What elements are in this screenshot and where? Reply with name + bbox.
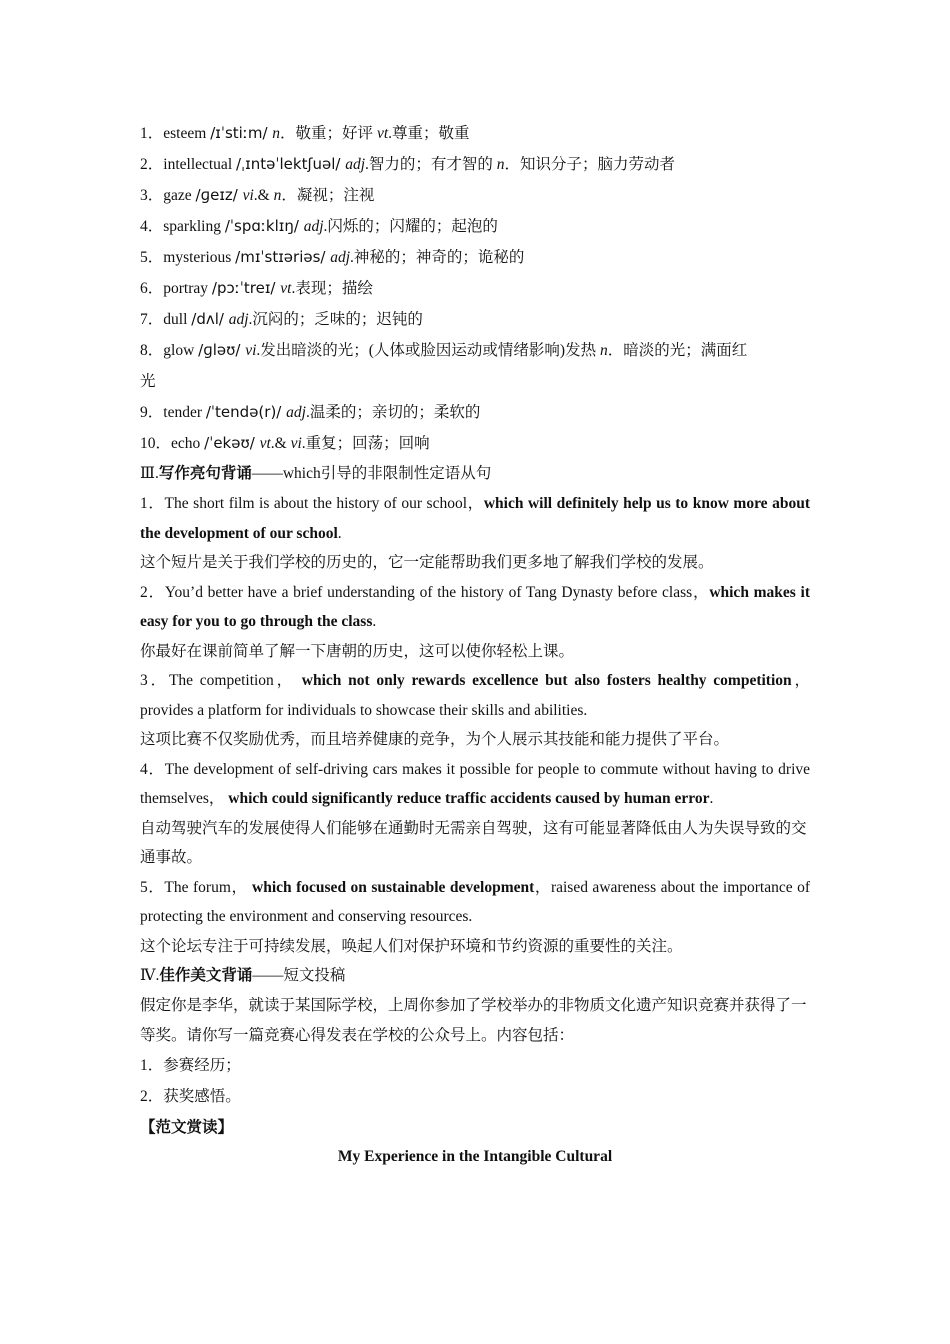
prompt-item: 1．参赛经历； xyxy=(140,1057,241,1074)
example-translation: 你最好在课前简单了解一下唐朝的历史，这可以使你轻松上课。 xyxy=(140,642,575,660)
vocab-item: 2．intellectual /ˌɪntəˈlektʃuəl/ adj.智力的；有才智的 n．知识分子；脑力劳动者 xyxy=(140,155,676,173)
example-translation: 这个短片是关于我们学校的历史的，它一定能帮助我们更多地了解我们学校的发展。 xyxy=(140,554,714,571)
vocab-item: 3．gaze /ɡeɪz/ vi.& n．凝视；注视 xyxy=(140,186,375,204)
vocab-item: 8．glow /ɡləʊ/ vi.发出暗淡的光；(人体或脸因运动或情绪影响)发热 n．暗淡的光；满面红 xyxy=(140,341,748,359)
vocab-item: 7．dull /dʌl/ adj.沉闷的；乏味的；迟钝的 xyxy=(140,310,423,328)
writing-prompt: 假定你是李华，就读于某国际学校，上周你参加了学校举办的非物质文化遗产知识竞赛并获得了一等奖。请你写一篇竞赛心得发表在学校的公众号上。内容包括： xyxy=(140,997,807,1044)
example-translation: 自动驾驶汽车的发展使得人们能够在通勤时无需亲自驾驶，这有可能显著降低由人为失误导致的交通事故。 xyxy=(140,819,807,866)
vocab-item-continuation: 光 xyxy=(140,373,156,390)
model-label: 【范文赏读】 xyxy=(140,1119,234,1136)
vocab-item: 10．echo /ˈekəʊ/ vt.& vi.重复；回荡；回响 xyxy=(140,434,430,452)
prompt-item: 2．获奖感悟。 xyxy=(140,1088,241,1105)
essay-title: My Experience in the Intangible Cultural xyxy=(337,1148,613,1165)
example-translation: 这项比赛不仅奖励优秀，而且培养健康的竞争，为个人展示其技能和能力提供了平台。 xyxy=(140,731,730,748)
vocab-item: 1．esteem /ɪˈstiːm/ n．敬重；好评 vt.尊重；敬重 xyxy=(140,124,470,142)
vocab-item: 4．sparkling /ˈspɑːklɪŋ/ adj.闪烁的；闪耀的；起泡的 xyxy=(140,217,498,235)
vocab-item: 9．tender /ˈtendə(r)/ adj.温柔的；亲切的；柔软的 xyxy=(140,403,481,421)
example-sentence: 1．The short film is about the history of our school，which will definitely help us to know more about the development of our school. xyxy=(140,495,810,542)
vocab-item: 5．mysterious /mɪˈstɪəriəs/ adj.神秘的；神奇的；诡秘的 xyxy=(140,248,525,266)
document-page xyxy=(140,118,810,1171)
example-sentence: 4．The development of self-driving cars makes it possible for people to commute without having to drive themselves， which could significantly reduce traffic accidents caused by human error. xyxy=(140,760,811,807)
example-translation: 这个论坛专注于可持续发展，唤起人们对保护环境和节约资源的重要性的关注。 xyxy=(140,937,683,955)
section-heading: Ⅲ.写作亮句背诵——which引导的非限制性定语从句 xyxy=(140,465,492,482)
section-heading: Ⅳ.佳作美文背诵——短文投稿 xyxy=(140,967,346,984)
example-sentence: 3．The competition， which not only rewards excellence but also fosters healthy competition，provides a platform for individuals to showcase their skills and abilities. xyxy=(140,672,811,719)
example-sentence: 2．You’d better have a brief understanding of the history of Tang Dynasty before class，which makes it easy for you to go through the class. xyxy=(140,583,810,630)
example-sentence: 5．The forum， which focused on sustainable development，raised awareness about the importance of protecting the environment and conserving resources. xyxy=(140,878,810,925)
vocab-item: 6．portray /pɔːˈtreɪ/ vt.表现；描绘 xyxy=(140,279,373,297)
